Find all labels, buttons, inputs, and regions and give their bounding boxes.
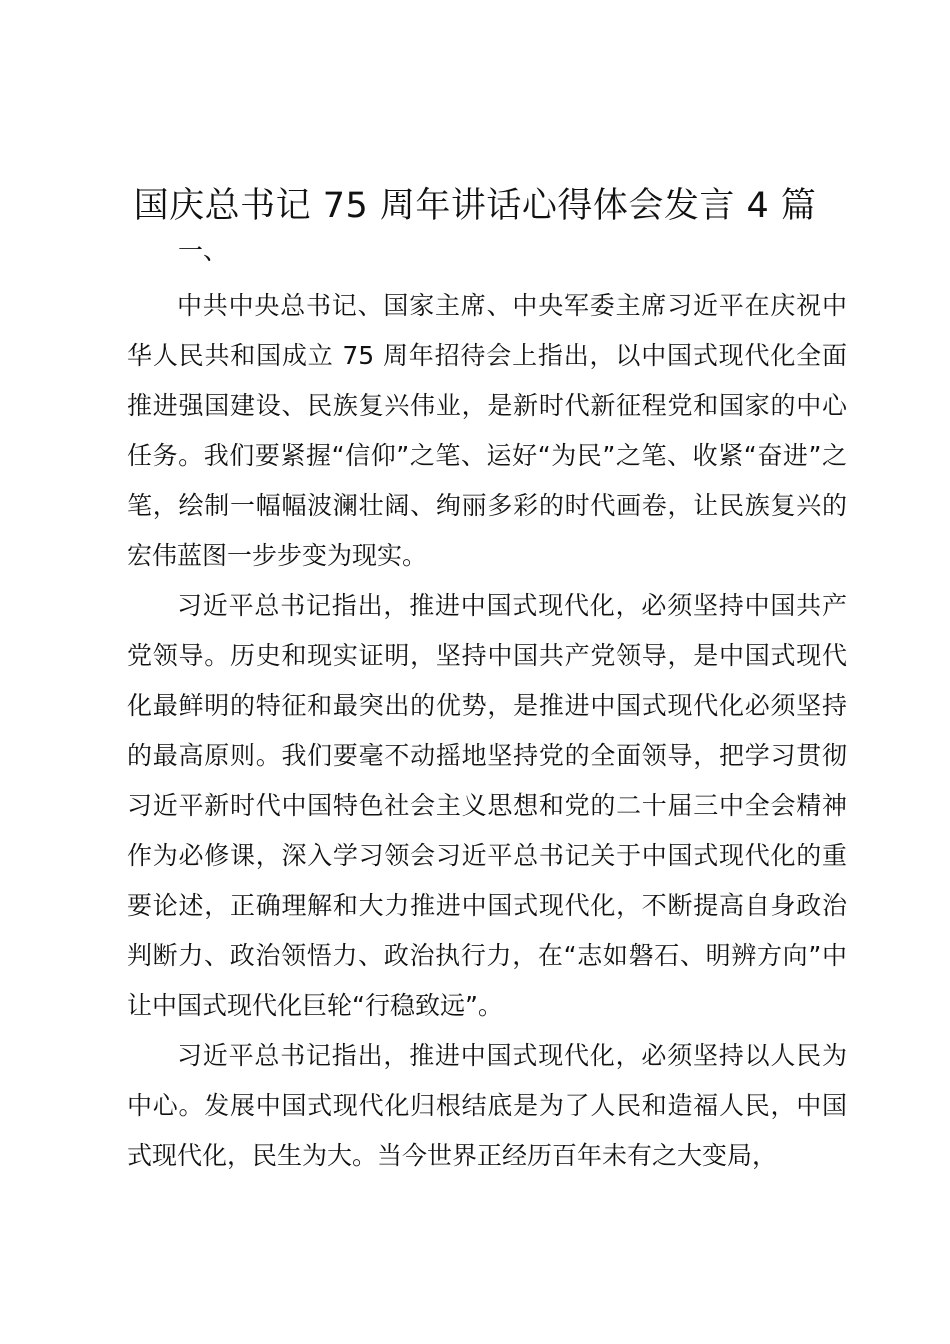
paragraph-3: 习近平总书记指出，推进中国式现代化，必须坚持以人民为中心。发展中国式现代化归根结底是为了人民和造福人民，中国式现代化，民生为大。当今世界正经历百年未有之大变局， [127,1041,847,1170]
document-title: 国庆总书记 75 周年讲话心得体会发言 4 篇 [133,186,817,226]
section-label: 一、 [178,236,229,265]
paragraph-1: 中共中央总书记、国家主席、中央军委主席习近平在庆祝中华人民共和国成立 75 周年招待会上指出，以中国式现代化全面推进强国建设、民族复兴伟业，是新时代新征程党和国家的中心任务。我们要紧握“信仰”之笔、运好“为民”之笔、收紧“奋进”之笔，绘制一幅幅波澜壮阔、绚丽多彩的时代画卷，让民族复兴的宏伟蓝图一步步变为现实。 [127,291,847,570]
paragraph-2: 习近平总书记指出，推进中国式现代化，必须坚持中国共产党领导。历史和现实证明，坚持中国共产党领导，是中国式现代化最鲜明的特征和最突出的优势，是推进中国式现代化必须坚持的最高原则。我们要毫不动摇地坚持党的全面领导，把学习贯彻习近平新时代中国特色社会主义思想和党的二十届三中全会精神作为必修课，深入学习领会习近平总书记关于中国式现代化的重要论述，正确理解和大力推进中国式现代化，不断提高自身政治判断力、政治领悟力、政治执行力，在“志如磐石、明辨方向”中让中国式现代化巨轮“行稳致远”。 [127,591,847,1020]
document-body [127,281,847,1181]
